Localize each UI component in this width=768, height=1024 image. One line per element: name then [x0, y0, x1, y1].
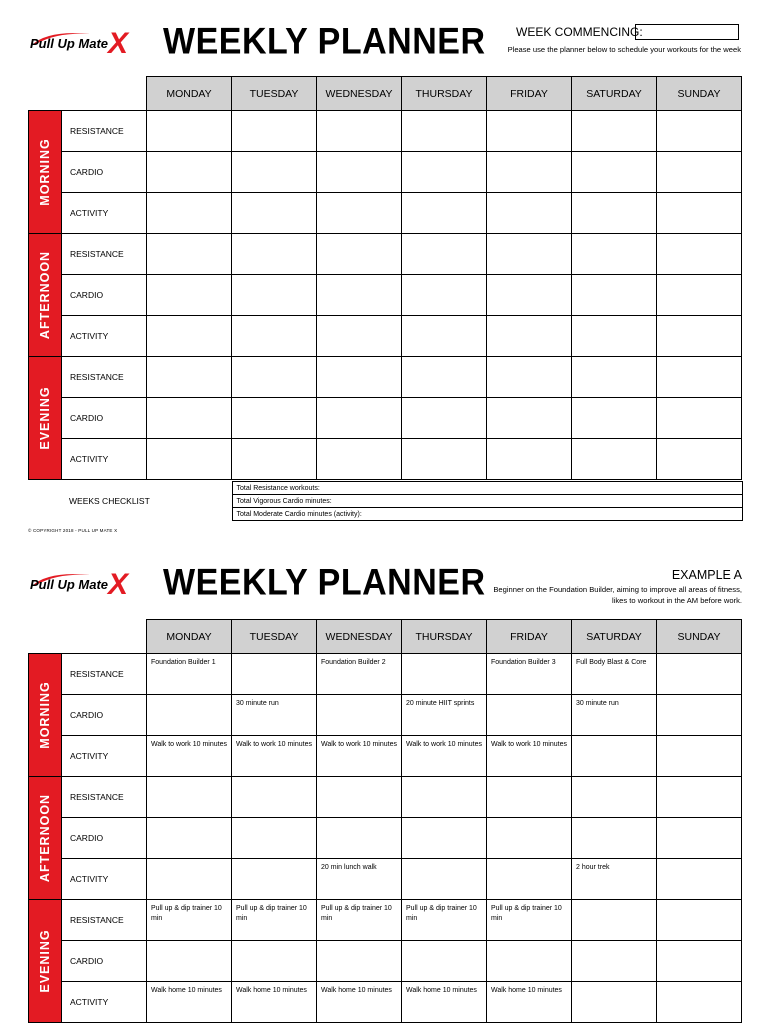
schedule-cell[interactable] — [657, 900, 742, 941]
period-label: AFTERNOON — [38, 250, 52, 340]
row-label-resistance: RESISTANCE — [62, 777, 147, 818]
schedule-cell[interactable]: Foundation Builder 1 — [147, 654, 232, 695]
schedule-cell[interactable] — [572, 900, 657, 941]
schedule-cell[interactable] — [487, 275, 572, 316]
day-header-thursday: THURSDAY — [402, 77, 487, 111]
copyright-text: © COPYRIGHT 2018 - PULL UP MATE X — [28, 528, 118, 533]
schedule-cell[interactable] — [657, 941, 742, 982]
schedule-cell[interactable] — [487, 777, 572, 818]
schedule-cell[interactable] — [402, 152, 487, 193]
schedule-cell[interactable] — [317, 439, 402, 480]
schedule-cell[interactable] — [657, 439, 742, 480]
period-label: EVENING — [38, 929, 52, 993]
schedule-cell[interactable]: Walk home 10 minutes — [232, 982, 317, 1023]
planner-row — [29, 777, 742, 818]
schedule-cell[interactable]: Walk to work 10 minutes — [487, 736, 572, 777]
schedule-cell[interactable] — [317, 398, 402, 439]
planner-row — [29, 900, 742, 941]
period-morning — [29, 654, 62, 777]
schedule-cell[interactable] — [147, 777, 232, 818]
schedule-cell[interactable]: 30 minute run — [572, 695, 657, 736]
planner-instructions: Please use the planner below to schedule your workouts for the week — [507, 45, 741, 54]
page-title: WEEKLY PLANNER — [163, 20, 486, 62]
planner-row — [29, 398, 742, 439]
schedule-cell[interactable]: Pull up & dip trainer 10 min — [487, 900, 572, 941]
schedule-cell[interactable]: Full Body Blast & Core — [572, 654, 657, 695]
schedule-cell[interactable] — [147, 111, 232, 152]
schedule-cell[interactable] — [232, 941, 317, 982]
schedule-cell[interactable] — [657, 777, 742, 818]
schedule-cell[interactable] — [657, 398, 742, 439]
schedule-cell[interactable] — [402, 654, 487, 695]
schedule-cell[interactable] — [232, 234, 317, 275]
planner-row — [29, 193, 742, 234]
schedule-cell[interactable] — [402, 234, 487, 275]
schedule-cell[interactable]: Walk home 10 minutes — [317, 982, 402, 1023]
schedule-cell[interactable] — [147, 234, 232, 275]
schedule-cell[interactable]: Pull up & dip trainer 10 min — [402, 900, 487, 941]
schedule-cell[interactable] — [572, 111, 657, 152]
period-morning — [29, 111, 62, 234]
planner-row — [29, 736, 742, 777]
day-header-sunday: SUNDAY — [657, 77, 742, 111]
schedule-cell[interactable] — [232, 357, 317, 398]
weeks-checklist-label: WEEKS CHECKLIST — [28, 482, 232, 521]
schedule-cell[interactable] — [402, 316, 487, 357]
svg-text:Pull Up Mate: Pull Up Mate — [30, 577, 109, 592]
svg-text:Pull Up Mate: Pull Up Mate — [30, 36, 109, 51]
row-label-cardio: CARDIO — [62, 941, 147, 982]
schedule-cell[interactable] — [317, 234, 402, 275]
schedule-cell[interactable] — [147, 275, 232, 316]
schedule-cell[interactable]: Walk home 10 minutes — [402, 982, 487, 1023]
schedule-cell[interactable] — [487, 439, 572, 480]
schedule-cell[interactable] — [147, 439, 232, 480]
row-label-cardio: CARDIO — [62, 275, 147, 316]
svg-text:X: X — [108, 27, 129, 56]
svg-text:X: X — [108, 568, 129, 597]
schedule-cell[interactable] — [572, 398, 657, 439]
day-header-saturday: SATURDAY — [572, 620, 657, 654]
row-label-resistance: RESISTANCE — [62, 654, 147, 695]
row-label-activity: ACTIVITY — [62, 316, 147, 357]
schedule-cell[interactable] — [402, 941, 487, 982]
week-commencing-field[interactable] — [635, 24, 739, 40]
schedule-cell[interactable] — [147, 357, 232, 398]
period-afternoon — [29, 777, 62, 900]
schedule-cell[interactable] — [317, 275, 402, 316]
planner-row — [29, 654, 742, 695]
schedule-cell[interactable] — [572, 275, 657, 316]
schedule-cell[interactable] — [147, 695, 232, 736]
schedule-cell[interactable] — [317, 941, 402, 982]
schedule-cell[interactable] — [657, 357, 742, 398]
row-label-cardio: CARDIO — [62, 695, 147, 736]
schedule-cell[interactable] — [402, 357, 487, 398]
row-label-resistance: RESISTANCE — [62, 111, 147, 152]
row-label-activity: ACTIVITY — [62, 439, 147, 480]
example-title: WEEKLY PLANNER — [163, 561, 486, 603]
row-label-activity: ACTIVITY — [62, 982, 147, 1023]
schedule-cell[interactable] — [317, 152, 402, 193]
period-evening — [29, 357, 62, 480]
schedule-cell[interactable] — [572, 193, 657, 234]
schedule-cell[interactable] — [487, 111, 572, 152]
schedule-cell[interactable] — [572, 982, 657, 1023]
period-label: AFTERNOON — [38, 793, 52, 883]
schedule-cell[interactable] — [232, 316, 317, 357]
schedule-cell[interactable] — [402, 193, 487, 234]
schedule-cell[interactable] — [317, 818, 402, 859]
schedule-cell[interactable] — [657, 736, 742, 777]
schedule-cell[interactable]: 20 min lunch walk — [317, 859, 402, 900]
schedule-cell[interactable] — [317, 111, 402, 152]
schedule-cell[interactable] — [487, 398, 572, 439]
schedule-cell[interactable] — [657, 234, 742, 275]
schedule-cell[interactable] — [657, 818, 742, 859]
planner-row — [29, 439, 742, 480]
schedule-cell[interactable] — [657, 111, 742, 152]
weekly-planner-table — [28, 76, 742, 480]
schedule-cell[interactable] — [487, 193, 572, 234]
schedule-cell[interactable] — [232, 818, 317, 859]
schedule-cell[interactable]: 20 minute HIIT sprints — [402, 695, 487, 736]
schedule-cell[interactable] — [317, 357, 402, 398]
row-label-cardio: CARDIO — [62, 152, 147, 193]
schedule-cell[interactable] — [657, 695, 742, 736]
planner-row — [29, 357, 742, 398]
planner-row — [29, 152, 742, 193]
schedule-cell[interactable]: Walk to work 10 minutes — [317, 736, 402, 777]
row-label-resistance: RESISTANCE — [62, 900, 147, 941]
checklist-item[interactable]: Total Moderate Cardio minutes (activity): — [232, 508, 742, 521]
schedule-cell[interactable] — [572, 234, 657, 275]
schedule-cell[interactable]: 30 minute run — [232, 695, 317, 736]
planner-row — [29, 234, 742, 275]
schedule-cell[interactable]: Walk to work 10 minutes — [147, 736, 232, 777]
schedule-cell[interactable] — [487, 357, 572, 398]
schedule-cell[interactable]: Walk home 10 minutes — [147, 982, 232, 1023]
schedule-cell[interactable] — [317, 777, 402, 818]
day-header-monday: MONDAY — [147, 620, 232, 654]
period-label: MORNING — [38, 138, 52, 206]
row-label-activity: ACTIVITY — [62, 859, 147, 900]
header-spacer — [29, 620, 147, 654]
schedule-cell[interactable] — [402, 398, 487, 439]
planner-row — [29, 275, 742, 316]
schedule-cell[interactable] — [232, 654, 317, 695]
schedule-cell[interactable] — [147, 818, 232, 859]
schedule-cell[interactable]: Foundation Builder 3 — [487, 654, 572, 695]
schedule-cell[interactable] — [572, 152, 657, 193]
schedule-cell[interactable] — [572, 818, 657, 859]
schedule-cell[interactable] — [317, 695, 402, 736]
planner-row — [29, 111, 742, 152]
schedule-cell[interactable] — [487, 152, 572, 193]
row-label-activity: ACTIVITY — [62, 736, 147, 777]
schedule-cell[interactable] — [402, 439, 487, 480]
row-label-resistance: RESISTANCE — [62, 234, 147, 275]
schedule-cell[interactable] — [657, 193, 742, 234]
day-header-sunday: SUNDAY — [657, 620, 742, 654]
schedule-cell[interactable] — [487, 818, 572, 859]
schedule-cell[interactable] — [572, 736, 657, 777]
schedule-cell[interactable]: Foundation Builder 2 — [317, 654, 402, 695]
schedule-cell[interactable] — [487, 316, 572, 357]
schedule-cell[interactable] — [572, 357, 657, 398]
schedule-cell[interactable] — [232, 439, 317, 480]
weeks-checklist — [28, 481, 743, 521]
schedule-cell[interactable] — [572, 777, 657, 818]
schedule-cell[interactable] — [572, 941, 657, 982]
planner-row — [29, 695, 742, 736]
schedule-cell[interactable] — [232, 275, 317, 316]
schedule-cell[interactable] — [232, 152, 317, 193]
schedule-cell[interactable]: Pull up & dip trainer 10 min — [147, 900, 232, 941]
schedule-cell[interactable] — [487, 941, 572, 982]
schedule-cell[interactable] — [572, 439, 657, 480]
period-label: EVENING — [38, 386, 52, 450]
week-commencing-label: WEEK COMMENCING: — [516, 25, 643, 39]
row-label-resistance: RESISTANCE — [62, 357, 147, 398]
day-header-thursday: THURSDAY — [402, 620, 487, 654]
schedule-cell[interactable] — [402, 275, 487, 316]
row-label-cardio: CARDIO — [62, 398, 147, 439]
schedule-cell[interactable]: Walk to work 10 minutes — [402, 736, 487, 777]
schedule-cell[interactable] — [402, 859, 487, 900]
example-planner-table — [28, 619, 742, 1023]
day-header-tuesday: TUESDAY — [232, 77, 317, 111]
pull-up-mate-logo — [28, 567, 138, 597]
schedule-cell[interactable] — [657, 982, 742, 1023]
schedule-cell[interactable] — [232, 398, 317, 439]
schedule-cell[interactable] — [232, 859, 317, 900]
schedule-cell[interactable] — [147, 193, 232, 234]
planner-row — [29, 982, 742, 1023]
day-header-monday: MONDAY — [147, 77, 232, 111]
schedule-cell[interactable] — [657, 316, 742, 357]
schedule-cell[interactable] — [657, 152, 742, 193]
schedule-cell[interactable] — [487, 859, 572, 900]
schedule-cell[interactable] — [572, 316, 657, 357]
example-description: Beginner on the Foundation Builder, aiming to improve all areas of fitness, likes to workout in the AM before work. — [493, 585, 742, 605]
schedule-cell[interactable]: Pull up & dip trainer 10 min — [317, 900, 402, 941]
schedule-cell[interactable] — [232, 111, 317, 152]
schedule-cell[interactable] — [147, 316, 232, 357]
schedule-cell[interactable]: 2 hour trek — [572, 859, 657, 900]
schedule-cell[interactable] — [657, 654, 742, 695]
schedule-cell[interactable]: Walk home 10 minutes — [487, 982, 572, 1023]
planner-row — [29, 818, 742, 859]
schedule-cell[interactable] — [317, 316, 402, 357]
schedule-cell[interactable]: Pull up & dip trainer 10 min — [232, 900, 317, 941]
checklist-item[interactable]: Total Vigorous Cardio minutes: — [232, 495, 742, 508]
planner-row — [29, 859, 742, 900]
period-evening — [29, 900, 62, 1023]
pull-up-mate-logo — [28, 26, 138, 56]
example-label: EXAMPLE A — [671, 568, 742, 582]
planner-row — [29, 941, 742, 982]
schedule-cell[interactable] — [402, 777, 487, 818]
schedule-cell[interactable] — [402, 818, 487, 859]
planner-row — [29, 316, 742, 357]
day-header-wednesday: WEDNESDAY — [317, 620, 402, 654]
schedule-cell[interactable] — [147, 859, 232, 900]
schedule-cell[interactable] — [147, 398, 232, 439]
day-header-tuesday: TUESDAY — [232, 620, 317, 654]
schedule-cell[interactable] — [317, 193, 402, 234]
day-header-friday: FRIDAY — [487, 77, 572, 111]
schedule-cell[interactable] — [657, 859, 742, 900]
period-afternoon — [29, 234, 62, 357]
schedule-cell[interactable]: Walk to work 10 minutes — [232, 736, 317, 777]
row-label-activity: ACTIVITY — [62, 193, 147, 234]
schedule-cell[interactable] — [657, 275, 742, 316]
schedule-cell[interactable] — [147, 152, 232, 193]
row-label-cardio: CARDIO — [62, 818, 147, 859]
header-spacer — [29, 77, 147, 111]
schedule-cell[interactable] — [232, 193, 317, 234]
schedule-cell[interactable] — [487, 695, 572, 736]
schedule-cell[interactable] — [147, 941, 232, 982]
checklist-item[interactable]: Total Resistance workouts: — [232, 482, 742, 495]
schedule-cell[interactable] — [232, 777, 317, 818]
day-header-friday: FRIDAY — [487, 620, 572, 654]
period-label: MORNING — [38, 681, 52, 749]
schedule-cell[interactable] — [402, 111, 487, 152]
day-header-saturday: SATURDAY — [572, 77, 657, 111]
schedule-cell[interactable] — [487, 234, 572, 275]
day-header-wednesday: WEDNESDAY — [317, 77, 402, 111]
